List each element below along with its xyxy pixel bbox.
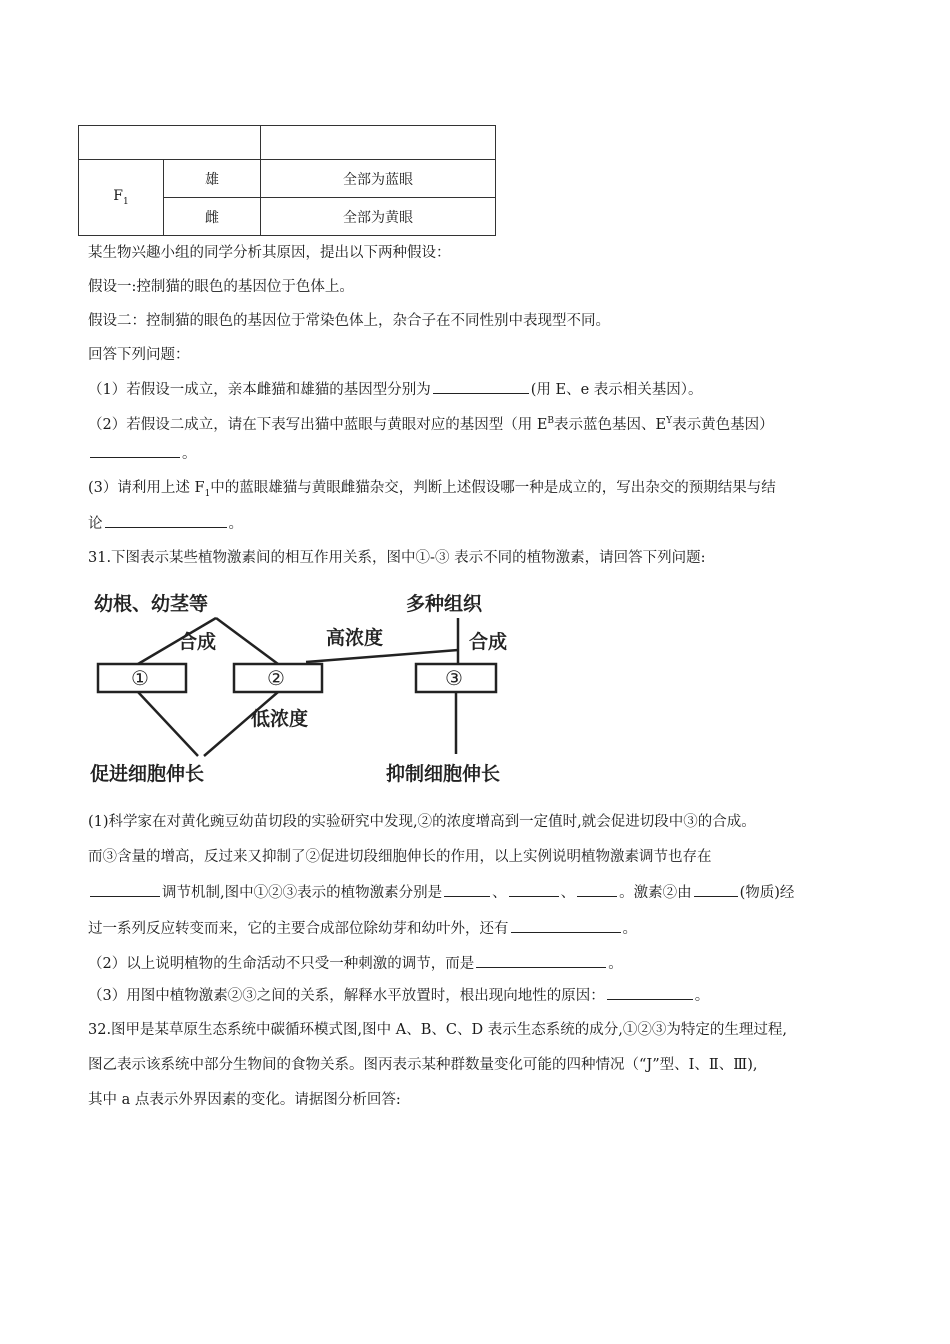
label-inhibit-elongation: 抑制细胞伸长 <box>386 763 501 785</box>
box-1-label: ① <box>131 666 149 690</box>
question-2-answer: 。 <box>88 443 197 464</box>
result-cell: 全部为蓝眼 <box>261 160 496 198</box>
hypothesis-two: 假设二：控制猫的眼色的基因位于常染色体上，杂合子在不同性别中表现型不同。 <box>88 313 610 329</box>
box-3-label: ③ <box>445 666 463 690</box>
answer-blank[interactable] <box>90 882 160 897</box>
question-2: （2）若假设二成立，请在下表写出猫中蓝眼与黄眼对应的基因型（用 $E^B$表示蓝色基因、$E^Y$表示黄色基因） <box>88 416 774 433</box>
genetics-table <box>78 125 496 236</box>
label-young-tissue: 幼根、幼茎等 <box>94 593 209 615</box>
question-3: (3）请利用上述 $F_1$中的蓝眼雄猫与黄眼雌猫杂交，判断上述假设哪一种是成立的，写出杂交的预期结果与结 <box>88 480 776 499</box>
table-header-cell <box>261 126 496 160</box>
hormone-diagram <box>86 580 536 790</box>
label-synthesis-right: 合成 <box>469 631 508 653</box>
f1-cell: $F_1$ <box>79 160 164 236</box>
paragraph: 某生物兴趣小组的同学分析其原因，提出以下两种假设： <box>88 245 451 261</box>
question-32-line1: 32.图甲是某草原生态系统中碳循环模式图,图中 A、B、C、D 表示生态系统的成分,①②③为特定的生理过程, <box>88 1022 787 1038</box>
question-32-line3: 其中 a 点表示外界因素的变化。请据图分析回答: <box>88 1092 401 1108</box>
q31-part1-line3: 调节机制,图中①②③表示的植物激素分别是 、 、 。激素②由 (物质)经 <box>88 882 794 903</box>
answer-blank[interactable] <box>476 953 606 968</box>
answer-blank[interactable] <box>105 513 227 528</box>
answer-blank[interactable] <box>607 985 693 1000</box>
question-31-title: 31.下图表示某些植物激素间的相互作用关系，图中①-③ 表示不同的植物激素，请回答下列问题: <box>88 550 706 566</box>
label-promote-elongation: 促进细胞伸长 <box>90 763 205 785</box>
hypothesis-one: 假设一:控制猫的眼色的基因位于色体上。 <box>88 279 354 295</box>
sex-cell: 雄 <box>164 160 261 198</box>
q31-part1-line2: 而③含量的增高，反过来又抑制了②促进切段细胞伸长的作用，以上实例说明植物激素调节也存在 <box>88 849 712 865</box>
answer-blank[interactable] <box>694 882 738 897</box>
q31-part2: （2）以上说明植物的生命活动不只受一种刺激的调节，而是 。 <box>88 953 623 974</box>
question-3-answer: 论 。 <box>88 513 243 534</box>
label-multiple-tissues: 多种组织 <box>406 593 483 615</box>
q31-part1-line4: 过一系列反应转变而来，它的主要合成部位除幼芽和幼叶外，还有 。 <box>88 918 637 939</box>
answer-blank[interactable] <box>509 882 559 897</box>
answer-blank[interactable] <box>577 882 617 897</box>
instruction: 回答下列问题： <box>88 347 190 363</box>
question-1: （1）若假设一成立，亲本雌猫和雄猫的基因型分别为 (用 E、e 表示相关基因）。 <box>88 379 703 400</box>
label-low-concentration: 低浓度 <box>251 708 309 730</box>
answer-blank[interactable] <box>511 918 621 933</box>
arrow-synth-2 <box>216 618 278 664</box>
question-32-line2: 图乙表示该系统中部分生物间的食物关系。图丙表示某种群数量变化可能的四种情况（“J”型、Ⅰ、Ⅱ、Ⅲ), <box>88 1057 758 1073</box>
table-row <box>79 160 496 198</box>
answer-blank[interactable] <box>90 443 180 458</box>
arrow-promote-1 <box>138 692 198 756</box>
sex-cell: 雌 <box>164 198 261 236</box>
label-synthesis-left: 合成 <box>178 631 217 653</box>
label-high-concentration: 高浓度 <box>326 627 384 649</box>
q31-part3: （3）用图中植物激素②③之间的关系，解释水平放置时，根出现向地性的原因： 。 <box>88 985 709 1006</box>
answer-blank[interactable] <box>444 882 490 897</box>
high-concentration-line <box>306 650 458 662</box>
q31-part1-line1: (1)科学家在对黄化豌豆幼苗切段的实验研究中发现,②的浓度增高到一定值时,就会促进切段中③的合成。 <box>88 814 756 830</box>
table-header-cell <box>79 126 261 160</box>
result-cell: 全部为黄眼 <box>261 198 496 236</box>
table-header-row <box>79 126 496 160</box>
box-2-label: ② <box>267 666 285 690</box>
answer-blank[interactable] <box>433 379 529 394</box>
